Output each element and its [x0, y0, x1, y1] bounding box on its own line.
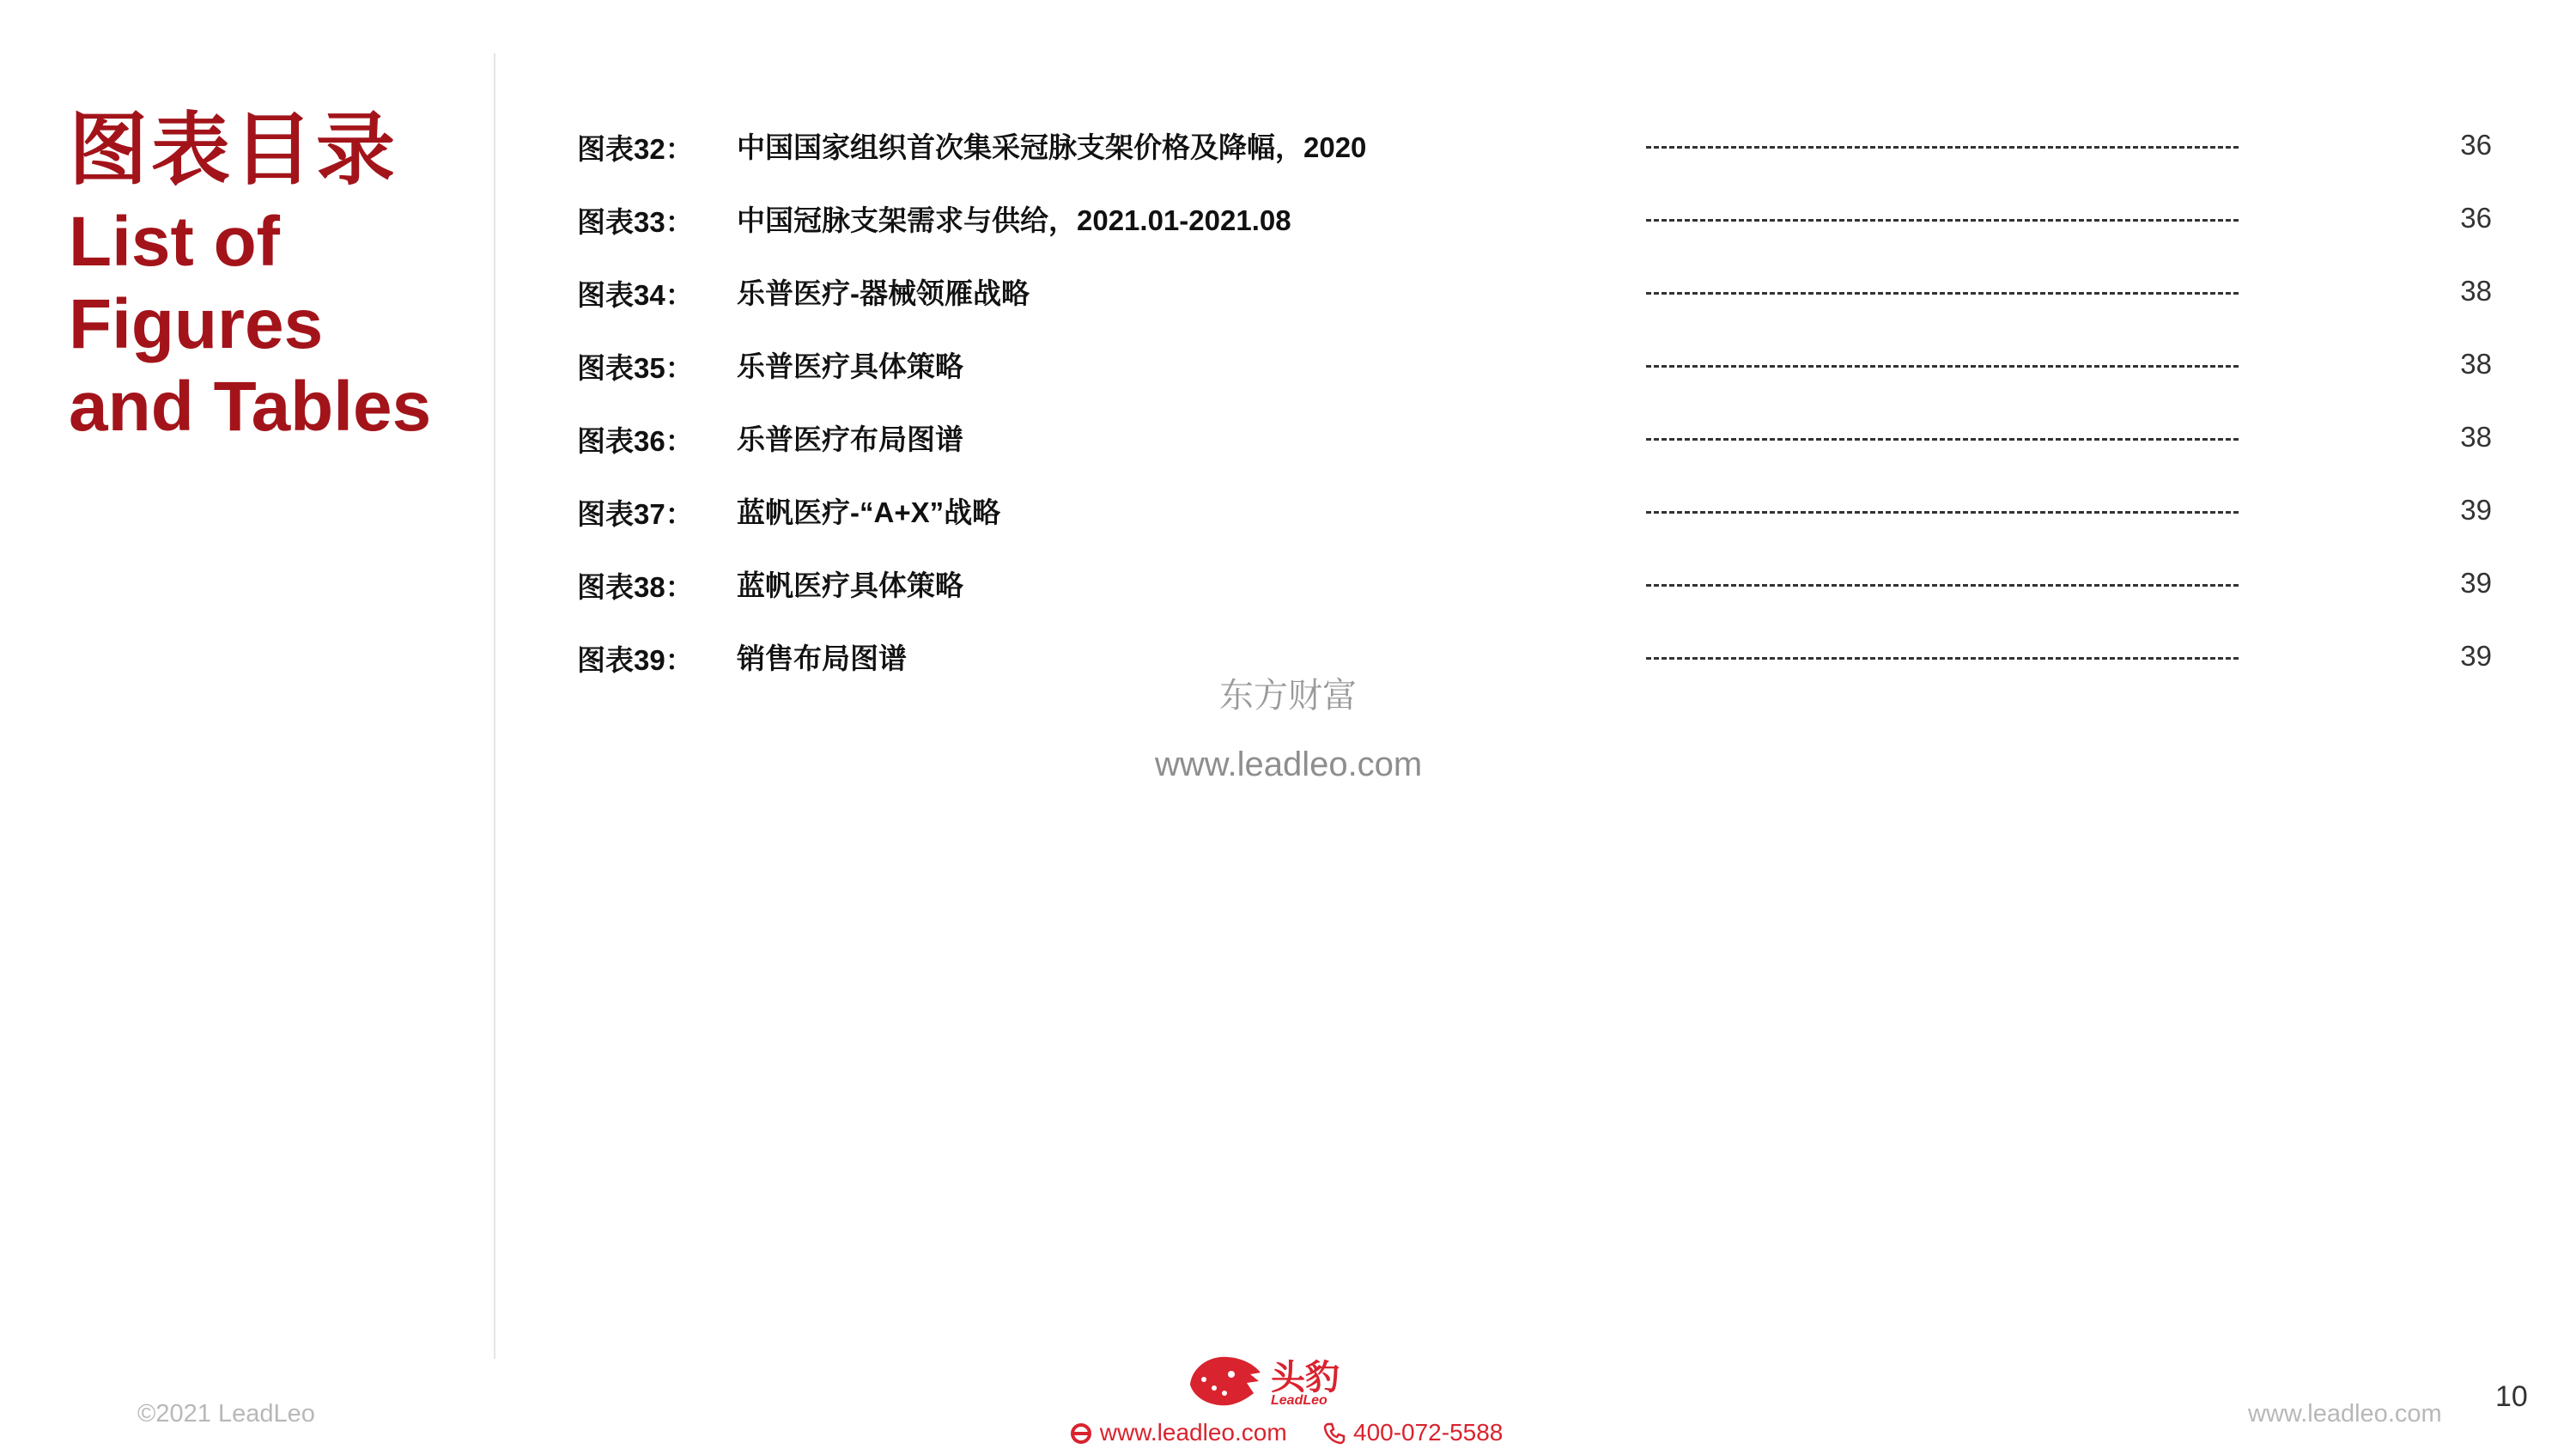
- page-number: 10: [2495, 1380, 2528, 1413]
- title-english-line-2: Figures: [69, 285, 324, 363]
- toc-leader-dashes: [1646, 438, 2239, 441]
- logo-text-en: LeadLeo: [1271, 1393, 1327, 1408]
- toc-entry-page: 39: [2460, 640, 2492, 672]
- toc-entry-title: 销售布局图谱: [737, 642, 907, 674]
- toc-entry-label: 图表32：: [577, 133, 694, 165]
- watermark-text: 东方财富: [1219, 676, 1357, 715]
- toc-entry-title: 蓝帆医疗-“A+X”战略: [737, 496, 1001, 528]
- toc-entry[interactable]: [577, 487, 2492, 560]
- page-title: [69, 103, 431, 448]
- footer-url[interactable]: www.leadleo.com: [2248, 1400, 2442, 1428]
- toc-entry[interactable]: [577, 414, 2492, 487]
- toc-entry[interactable]: [577, 341, 2492, 414]
- toc-entry-title: 中国国家组织首次集采冠脉支架价格及降幅，2020: [737, 131, 1367, 163]
- toc-entry-page: 38: [2460, 275, 2492, 307]
- toc-entry[interactable]: [577, 560, 2492, 633]
- toc-entry-title: 中国冠脉支架需求与供给，2021.01-2021.08: [737, 204, 1291, 236]
- toc-entry-label: 图表33：: [577, 206, 694, 238]
- toc-leader-dashes: [1646, 584, 2239, 587]
- toc-leader-dashes: [1646, 292, 2239, 295]
- toc-leader-dashes: [1646, 511, 2239, 514]
- footer-website[interactable]: www.leadleo.com: [1099, 1419, 1287, 1446]
- toc-entry[interactable]: [577, 195, 2492, 268]
- toc-entry-label: 图表37：: [577, 498, 694, 530]
- logo-text-cn: 头豹: [1271, 1358, 1340, 1397]
- leadleo-logo: [1185, 1350, 1357, 1412]
- footer-phone[interactable]: 400-072-5588: [1353, 1419, 1504, 1446]
- title-chinese: 图表目录: [69, 104, 399, 196]
- phone-icon: [1322, 1422, 1346, 1446]
- table-of-contents: [577, 122, 2492, 706]
- toc-entry-label: 图表39：: [577, 644, 694, 676]
- vertical-divider: [494, 53, 495, 1359]
- toc-entry-title: 乐普医疗具体策略: [737, 350, 963, 382]
- toc-leader-dashes: [1646, 365, 2239, 368]
- toc-leader-dashes: [1646, 219, 2239, 222]
- toc-entry-page: 38: [2460, 421, 2492, 453]
- copyright: ©2021 LeadLeo: [137, 1400, 315, 1428]
- toc-entry-page: 39: [2460, 567, 2492, 599]
- toc-leader-dashes: [1646, 146, 2239, 149]
- toc-entry-label: 图表35：: [577, 352, 694, 384]
- toc-entry-title: 乐普医疗布局图谱: [737, 423, 963, 455]
- toc-entry-page: 36: [2460, 202, 2492, 234]
- footer-contact: [1069, 1419, 1503, 1446]
- toc-entry-page: 36: [2460, 129, 2492, 161]
- toc-entry-page: 38: [2460, 348, 2492, 380]
- toc-entry[interactable]: [577, 268, 2492, 341]
- toc-entry-label: 图表36：: [577, 425, 694, 457]
- title-english-line-1: List of: [69, 203, 280, 281]
- title-english-line-3: and Tables: [69, 368, 432, 446]
- leopard-head-icon: [1185, 1350, 1264, 1412]
- watermark-url: www.leadleo.com: [1155, 746, 1423, 783]
- toc-leader-dashes: [1646, 657, 2239, 660]
- browser-icon: [1069, 1422, 1093, 1446]
- toc-entry-label: 图表34：: [577, 279, 694, 311]
- toc-entry-page: 39: [2460, 494, 2492, 526]
- toc-entry[interactable]: [577, 122, 2492, 195]
- toc-entry-label: 图表38：: [577, 571, 694, 603]
- toc-entry-title: 蓝帆医疗具体策略: [737, 569, 963, 601]
- toc-entry-title: 乐普医疗-器械领雁战略: [737, 277, 1030, 309]
- toc-entry[interactable]: [577, 633, 2492, 706]
